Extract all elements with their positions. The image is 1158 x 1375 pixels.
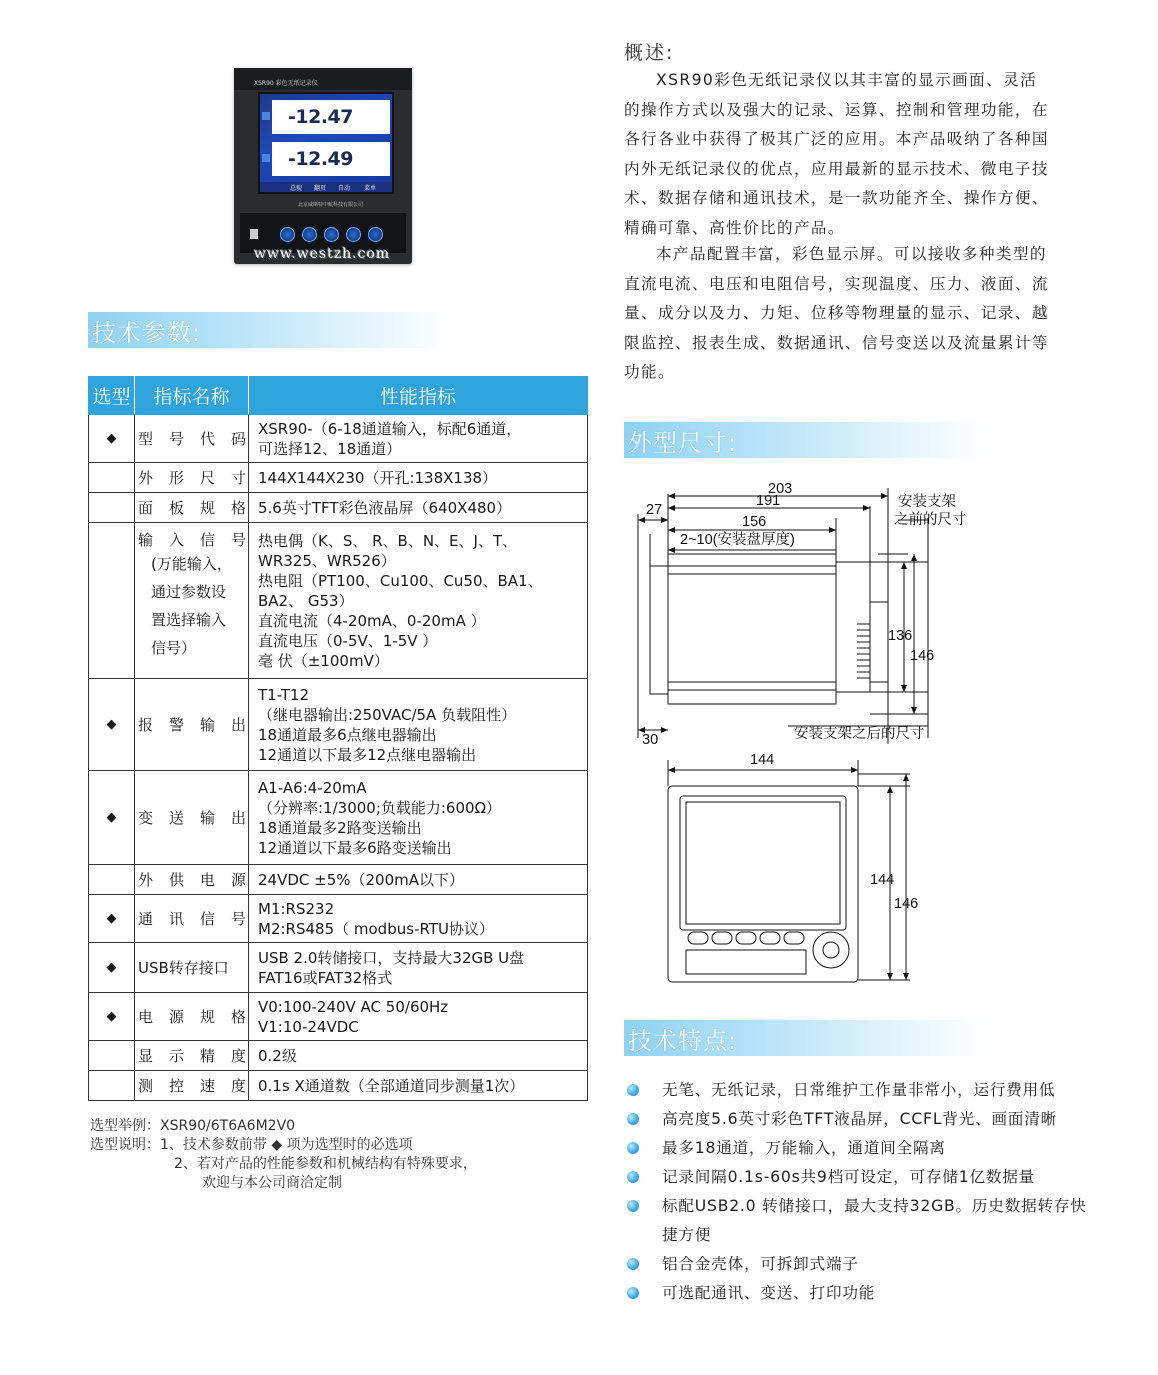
table-row — [89, 865, 588, 895]
spec-name-cell — [135, 1041, 249, 1071]
spec-value-line: USB 2.0转储接口，支持最大32GB U盘 — [258, 948, 525, 967]
select-marker: ◆ — [89, 993, 135, 1041]
arrow-head — [668, 505, 675, 511]
feature-text: 最多18通道，万能输入，通道间全隔离 — [662, 1139, 946, 1157]
spec-value-cell — [249, 865, 588, 895]
spec-value-line: 18通道最多6点继电器输出 — [258, 725, 437, 744]
dim-label-144-top: 144 — [750, 752, 775, 768]
features-section-header — [624, 1020, 984, 1056]
spec-value-cell — [249, 415, 588, 463]
side-front-bezel — [650, 566, 668, 694]
device-title: XSR90 彩色无纸记录仪 — [254, 80, 318, 87]
front-nav-center — [823, 942, 839, 958]
dim-label-panel: 2~10(安装盘厚度) — [680, 532, 795, 548]
overview-paragraph-1: XSR90彩色无纸记录仪以其丰富的显示画面、灵活的操作方式以及强大的记录、运算、控制和管理功能，在各行各业中获得了极其广泛的应用。本产品吸纳了各种国内外无纸记录仪的优点，应用最新的显示技术、微电子技术、数据存储和通讯技术，是一款功能齐全、操作方便、精确可靠、高性价比的产品。 — [624, 71, 1049, 237]
spec-value-cell — [249, 993, 588, 1041]
spec-value-line: 毫 伏（±100mV） — [258, 651, 389, 670]
selection-explain-3: 欢迎与本公司商洽定制 — [202, 1175, 342, 1191]
front-key — [784, 932, 804, 944]
arrow-head — [668, 493, 675, 499]
select-marker — [89, 1071, 135, 1101]
features-section-title: 技术特点: — [628, 1027, 738, 1055]
selection-explain-1: 选型说明：1、技术参数前带 ◆ 项为选型时的必选项 — [90, 1137, 413, 1153]
dimension-section-header — [624, 422, 984, 458]
channel-2-marker — [262, 154, 270, 162]
screen-row-1 — [272, 100, 390, 134]
bullet-icon — [627, 1113, 639, 1125]
spec-name: 型号代码 — [138, 430, 246, 448]
front-key — [760, 932, 780, 944]
spec-name-cell — [135, 523, 249, 679]
arrow-head — [881, 493, 888, 499]
feature-text: 无笔、无纸记录，日常维护工作量非常小，运行费用低 — [662, 1081, 1056, 1099]
dim-label-bracket-front-2: 之前的尺寸 — [894, 512, 967, 528]
spec-name-cell — [135, 943, 249, 993]
bullet-icon — [627, 1258, 639, 1270]
header-name: 指标名称 — [135, 377, 249, 415]
bullet-icon — [627, 1200, 639, 1212]
spec-name-cell — [135, 865, 249, 895]
screen-menu-item: 自动 — [338, 185, 351, 192]
select-marker — [89, 865, 135, 895]
spec-section-title: 技术参数: — [92, 319, 202, 347]
dim-label-27: 27 — [646, 502, 663, 518]
channel-1-marker — [262, 112, 270, 120]
screen-menu-bar — [260, 182, 392, 192]
arrow-head — [901, 562, 907, 569]
screen-menu-item: 总貌 — [290, 185, 303, 192]
arrow-head — [903, 774, 909, 781]
dim-label-146-side: 146 — [910, 648, 935, 664]
header-value: 性能指标 — [249, 377, 588, 415]
screen-reading-2: -12.49 — [288, 148, 353, 170]
table-header-row — [89, 377, 588, 415]
table-row — [89, 523, 588, 679]
spec-value-cell — [249, 1071, 588, 1101]
spec-value-line: 直流电压（0-5V、1-5V ） — [258, 631, 438, 650]
table-row — [89, 1041, 588, 1071]
spec-table — [88, 376, 588, 1101]
spec-name: USB转存接口 — [138, 959, 229, 977]
feature-text: 可选配通讯、变送、打印功能 — [662, 1284, 876, 1302]
table-row — [89, 771, 588, 865]
device-company: 北京威斯特中航科技有限公司 — [298, 202, 364, 208]
down-button-icon — [302, 227, 317, 242]
feature-text: 记录间隔0.1s-60s共9档可设定，可存储1亿数据量 — [662, 1168, 1036, 1186]
dim-label-191: 191 — [756, 493, 781, 509]
dim-label-136: 136 — [888, 628, 913, 644]
arrow-head — [668, 527, 675, 533]
spec-value-line: 5.6英寸TFT彩色液晶屏（640X480） — [258, 498, 512, 517]
table-row — [89, 679, 588, 771]
select-marker: ◆ — [89, 771, 135, 865]
bullet-icon — [627, 1084, 639, 1096]
spec-value-line: 0.2级 — [258, 1046, 297, 1065]
spec-name-extra: (万能输入， — [151, 555, 232, 573]
spec-value-line: BA2、 G53） — [258, 591, 354, 610]
spec-value-line: （继电器输出:250VAC/5A 负载阻性） — [258, 705, 517, 724]
selection-explain-2: 2、若对产品的性能参数和机械结构有特殊要求， — [174, 1156, 477, 1172]
website-watermark: www.westzh.com — [254, 246, 391, 262]
bullet-icon — [627, 1142, 639, 1154]
dimension-drawing — [628, 474, 967, 994]
feature-text: 标配USB2.0 转储接口，最大支持32GB。历史数据转存快 — [662, 1197, 1087, 1215]
spec-name-cell — [135, 679, 249, 771]
spec-value-line: 直流电流（4-20mA、0-20mA ） — [258, 611, 486, 630]
spec-value-cell — [249, 895, 588, 943]
front-screen-frame — [680, 796, 846, 930]
dim-label-30: 30 — [642, 732, 659, 748]
spec-name-extra: 置选择输入 — [151, 611, 227, 629]
spec-value-line: 12通道以下最多6路变送输出 — [258, 838, 452, 857]
screen-reading-1: -12.47 — [288, 106, 353, 128]
side-rear-connector — [870, 602, 888, 682]
front-outline — [668, 786, 858, 982]
spec-name: 输入信号 — [138, 531, 246, 549]
arrow-head — [887, 973, 893, 980]
spec-value-line: V1:10-24VDC — [258, 1017, 359, 1036]
front-key — [736, 932, 756, 944]
select-marker — [89, 463, 135, 493]
spec-value-line: XSR90-（6-18通道输入，标配6通道， — [258, 419, 522, 438]
header-select: 选型 — [89, 377, 135, 415]
front-key — [712, 932, 732, 944]
spec-name-cell — [135, 415, 249, 463]
spec-name-cell — [135, 895, 249, 943]
arrow-head — [829, 527, 836, 533]
screen-menu-item: 菜单 — [364, 185, 377, 192]
table-row — [89, 493, 588, 523]
spec-value-line: （分辨率:1/3000;负载能力:600Ω） — [258, 798, 502, 817]
spec-value-line: T1-T12 — [258, 685, 309, 704]
spec-value-cell — [249, 771, 588, 865]
overview-paragraph-2: 本产品配置丰富，彩色显示屏。可以接收多种类型的直流电流、电压和电阻信号，实现温度、压力、液面、流量、成分以及力、力矩、位移等物理量的显示、记录、越限监控、报表生成、数据通讯、信号变送以及流量累计等功能。 — [624, 245, 1049, 381]
table-row — [89, 993, 588, 1041]
spec-name-cell — [135, 993, 249, 1041]
select-marker — [89, 1041, 135, 1071]
arrow-head — [863, 505, 870, 511]
screen-menu-item: 翻页 — [314, 185, 327, 192]
selection-example: 选型举例：XSR90/6T6A6M2V0 — [90, 1118, 296, 1134]
usb-port-icon — [250, 229, 258, 239]
overview-title: 概述: — [624, 42, 675, 64]
device-photo — [234, 68, 412, 264]
spec-value-line: A1-A6:4-20mA — [258, 778, 367, 797]
spec-value-line: M1:RS232 — [258, 899, 335, 918]
spec-name-cell — [135, 771, 249, 865]
spec-name-cell — [135, 1071, 249, 1101]
dim-label-203: 203 — [768, 481, 793, 497]
spec-name: 外形尺寸 — [138, 469, 246, 487]
spec-value-line: 18通道最多2路变送输出 — [258, 818, 422, 837]
screen-row-2 — [272, 142, 390, 176]
select-marker: ◆ — [89, 415, 135, 463]
spec-value-cell — [249, 679, 588, 771]
enter-button-icon — [368, 227, 383, 242]
spec-value-cell — [249, 523, 588, 679]
spec-name: 面板规格 — [138, 499, 246, 517]
dim-label-156: 156 — [742, 514, 767, 530]
dim-label-146-front: 146 — [894, 896, 919, 912]
spec-name: 通讯信号 — [138, 910, 246, 928]
right-button-icon — [346, 227, 361, 242]
spec-value-line: 热电偶（K、S、 R、B、N、E、J、T、 — [258, 531, 518, 550]
up-button-icon — [280, 227, 295, 242]
arrow-head — [911, 554, 917, 561]
dimension-section-title: 外型尺寸: — [628, 429, 738, 457]
spec-name-cell — [135, 463, 249, 493]
front-card-slot — [686, 950, 806, 974]
spec-value-cell — [249, 493, 588, 523]
arrow-head — [903, 973, 909, 980]
spec-name: 电源规格 — [138, 1008, 246, 1026]
dim-label-bracket-front-1: 安装支架 — [898, 494, 956, 510]
table-row — [89, 895, 588, 943]
table-row — [89, 1071, 588, 1101]
spec-value-cell — [249, 1041, 588, 1071]
feature-text: 铝合金壳体，可拆卸式端子 — [662, 1255, 859, 1273]
table-row — [89, 943, 588, 993]
spec-value-line: V0:100-240V AC 50/60Hz — [258, 997, 449, 1016]
device-screen — [258, 92, 394, 194]
table-row — [89, 463, 588, 493]
spec-name: 报警输出 — [138, 716, 246, 734]
front-nav-dial — [813, 932, 849, 968]
spec-value-line: 0.1s X通道数（全部通道同步测量1次） — [258, 1076, 525, 1095]
spec-value-line: WR325、WR526） — [258, 551, 396, 570]
arrow-head — [911, 707, 917, 714]
spec-value-line: 可选择12、18通道） — [258, 439, 402, 458]
spec-value-cell — [249, 463, 588, 493]
dim-label-bracket-back: 安装支架之后的尺寸 — [794, 726, 925, 742]
spec-name: 测控速度 — [138, 1077, 246, 1095]
spec-section-header — [88, 312, 448, 348]
left-button-icon — [324, 227, 339, 242]
spec-value-cell — [249, 943, 588, 993]
spec-name: 显示精度 — [138, 1047, 246, 1065]
front-key — [688, 932, 708, 944]
arrow-head — [887, 786, 893, 793]
dim-label-144-side: 144 — [870, 872, 895, 888]
select-marker: ◆ — [89, 943, 135, 993]
select-marker: ◆ — [89, 679, 135, 771]
front-screen — [686, 802, 840, 924]
arrow-head — [638, 517, 645, 523]
spec-value-line: FAT16或FAT32格式 — [258, 968, 393, 987]
spec-value-line: M2:RS485（ modbus-RTU协议） — [258, 919, 494, 938]
select-marker — [89, 523, 135, 679]
select-marker: ◆ — [89, 895, 135, 943]
spec-value-line: 12通道以下最多12点继电器输出 — [258, 745, 477, 764]
spec-name-cell — [135, 493, 249, 523]
selection-notes — [90, 1117, 477, 1193]
spec-name: 变送输出 — [138, 809, 246, 827]
feature-text: 高亮度5.6英寸彩色TFT液晶屏，CCFL背光、画面清晰 — [662, 1110, 1058, 1128]
bullet-icon — [627, 1171, 639, 1183]
arrow-head — [901, 685, 907, 692]
spec-name: 外供电源 — [138, 871, 246, 889]
feature-text: 捷方便 — [662, 1226, 712, 1244]
bullet-icon — [627, 1287, 639, 1299]
table-row — [89, 415, 588, 463]
spec-value-line: 热电阻（PT100、Cu100、Cu50、BA1、 — [258, 571, 543, 590]
arrow-head — [668, 547, 675, 553]
spec-name-extra: 通过参数设 — [151, 583, 227, 601]
arrow-head — [851, 767, 858, 773]
spec-name-extra: 信号） — [151, 639, 197, 657]
spec-value-line: 24VDC ±5%（200mA以下） — [258, 870, 465, 889]
select-marker — [89, 493, 135, 523]
arrow-head — [661, 727, 668, 733]
spec-value-line: 144X144X230（开孔:138X138） — [258, 468, 498, 487]
arrow-head — [668, 767, 675, 773]
